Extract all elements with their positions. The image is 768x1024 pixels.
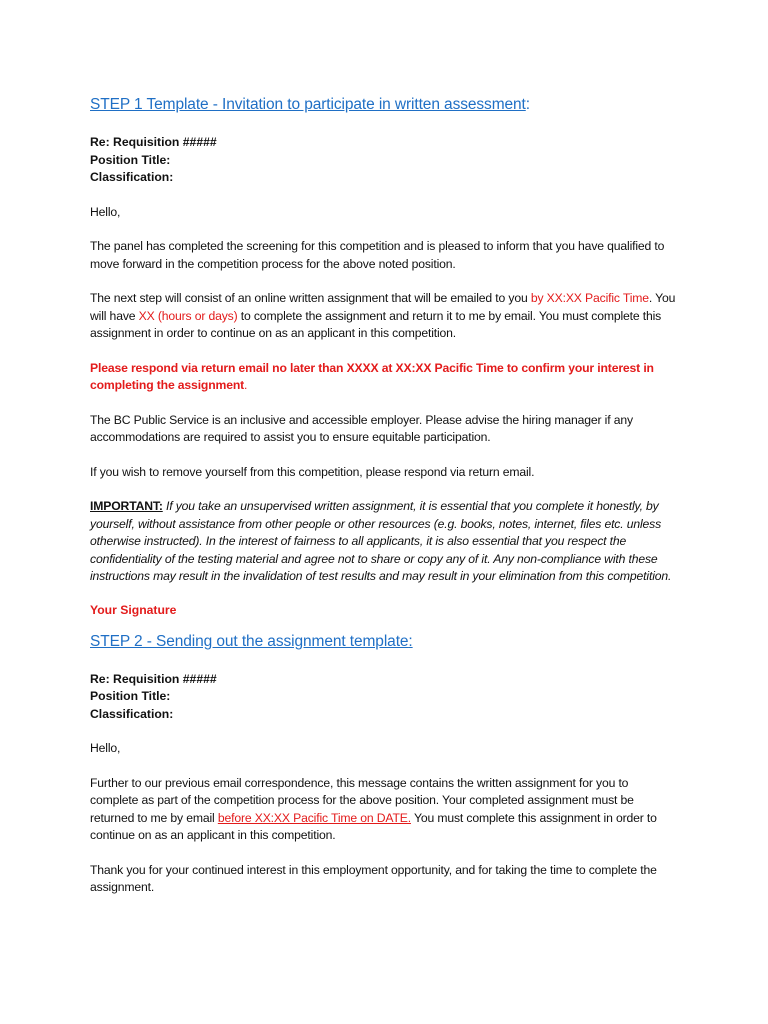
step1-position-title: Position Title: — [90, 152, 171, 167]
step2-paragraph-thanks: Thank you for your continued interest in this employment opportunity, and for taking the time to complete the assignment. — [90, 862, 657, 894]
step1-requisition: Re: Requisition ##### — [90, 135, 217, 149]
step2-assignment-b: You must complete this assignment in order to continue on as an applicant in this competition. — [90, 810, 657, 842]
step1-duration: XX (hours or days) — [138, 308, 238, 323]
step1-heading — [90, 96, 678, 114]
step1-respond-text: Please respond via return email no later than XXXX at XX:XX Pacific Time to confirm your interest in completing the assignment — [90, 360, 654, 392]
step2-position-title: Position Title: — [90, 689, 171, 703]
step1-classification: Classification: — [90, 170, 174, 184]
step1-important-text: If you take an unsupervised written assignment, it is essential that you complete it honestly, by yourself, without assistance from other people or other resources (e.g. books, notes, internet, files etc. unless otherwise instructed). In the interest of fairness to all applicants, it is also essential that you respect the confidentiality of the testing material and agree not to share or copy any of it. Any non-compliance with these instructions may result in the invalidation of test results and may result in your elimination from this competition. — [90, 499, 672, 583]
step1-respond-end: . — [244, 378, 248, 392]
step2-heading-text: STEP 2 - Sending out the assignment template — [90, 632, 409, 650]
step1-greeting: Hello, — [90, 204, 121, 219]
step2-deadline: before XX:XX Pacific Time on DATE. — [217, 810, 411, 825]
step2-greeting: Hello, — [90, 741, 121, 755]
step2-paragraph-assignment — [90, 775, 678, 845]
step2-classification: Classification: — [90, 706, 174, 721]
step1-paragraph-screening: The panel has completed the screening for this competition and is pleased to inform that you have qualified to move forward in the competition process for the above noted position. — [90, 239, 665, 271]
step1-heading-colon: : — [525, 96, 530, 113]
step1-paragraph-important — [90, 498, 678, 586]
step1-signature: Your Signature — [90, 602, 177, 617]
step2-assignment-a: Further to our previous email correspondence, this message contains the written assignment for you to complete as part of the competition process for the above position. Your completed assignment must be returned to me by email — [90, 775, 634, 825]
step1-deadline-time: by XX:XX Pacific Time — [530, 291, 649, 305]
step1-important-label: IMPORTANT: — [90, 499, 163, 513]
step2-heading — [90, 633, 678, 651]
step1-heading-text: STEP 1 Template - Invitation to participate in written assessment — [90, 96, 526, 113]
step1-paragraph-inclusive: The BC Public Service is an inclusive and accessible employer. Please advise the hiring manager if any accommodations are required to assist you to ensure equitable participation. — [90, 412, 633, 444]
step2-requisition: Re: Requisition ##### — [90, 671, 217, 686]
step1-paragraph-respond — [90, 360, 678, 395]
step2-heading-colon: : — [408, 632, 413, 650]
step1-paragraph-next-step — [90, 290, 678, 343]
step2-meta — [90, 671, 678, 724]
step1-next-step-a: The next step will consist of an online written assignment that will be emailed to you — [90, 291, 531, 305]
step1-paragraph-remove: If you wish to remove yourself from this competition, please respond via return email. — [90, 464, 535, 479]
step1-next-step-b: . You will have — [90, 291, 676, 323]
step1-next-step-c: to complete the assignment and return it to me by email. You must complete this assignment in order to continue on as an applicant in this competition. — [90, 308, 662, 340]
step1-meta — [90, 134, 678, 187]
